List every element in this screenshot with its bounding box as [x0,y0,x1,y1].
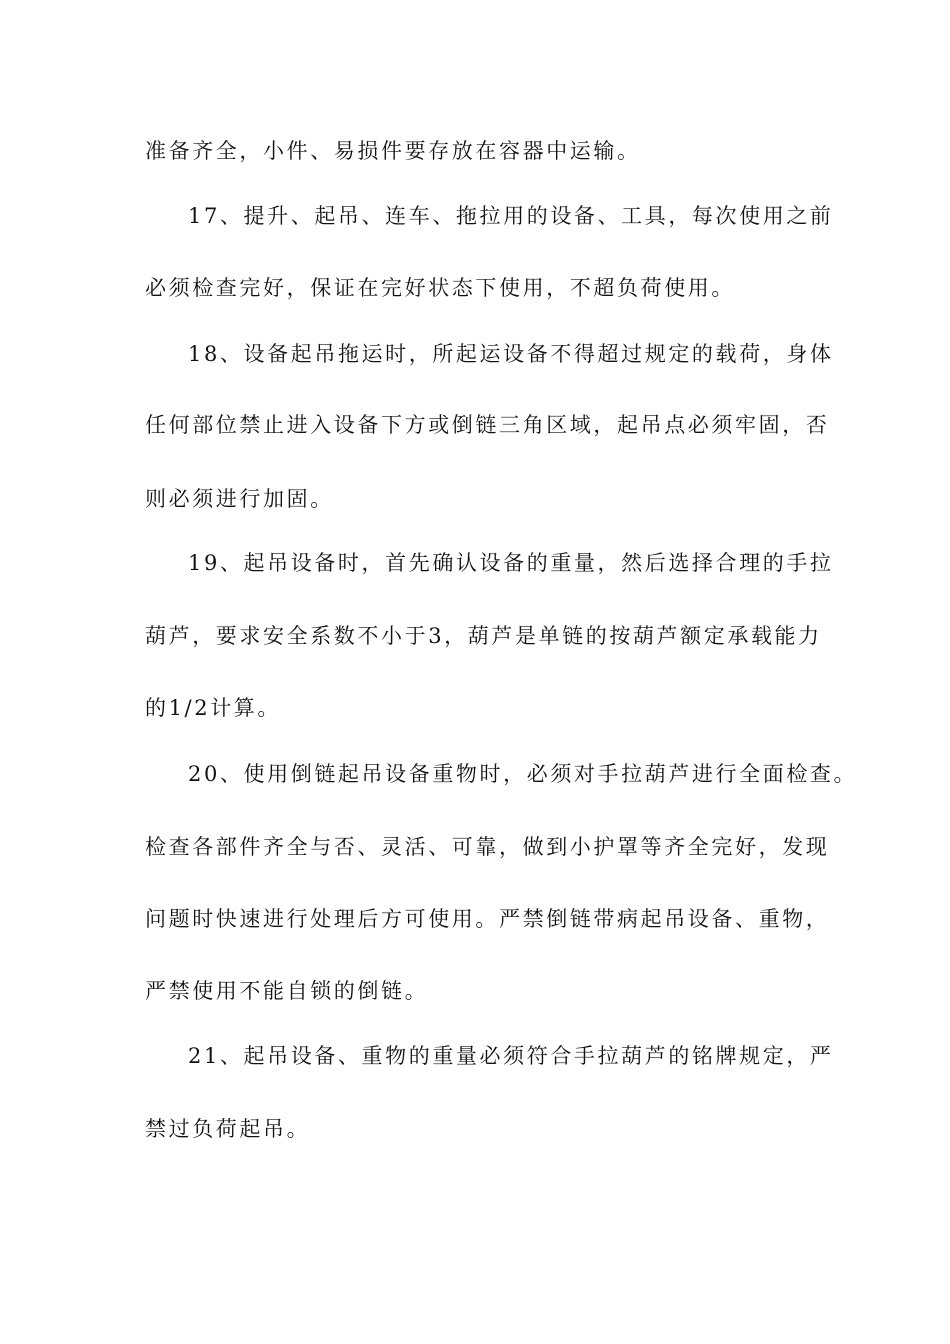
text-line: 葫芦，要求安全系数不小于3，葫芦是单链的按葫芦额定承载能力 [145,624,822,648]
text-line: 必须检查完好，保证在完好状态下使用，不超负荷使用。 [145,276,735,300]
text-line: 则必须进行加固。 [145,487,334,511]
text-line: 严禁使用不能自锁的倒链。 [145,979,429,1003]
item-21-heading-line: 21、起吊设备、重物的重量必须符合手拉葫芦的铭牌规定，严 [188,1044,834,1068]
item-19-heading-line: 19、起吊设备时，首先确认设备的重量，然后选择合理的手拉 [188,551,834,575]
item-20-heading-line: 20、使用倒链起吊设备重物时，必须对手拉葫芦进行全面检查。 [188,762,858,786]
text-line: 检查各部件齐全与否、灵活、可靠，做到小护罩等齐全完好，发现 [145,835,830,859]
text-line: 问题时快速进行处理后方可使用。严禁倒链带病起吊设备、重物， [145,907,830,931]
item-17-heading-line: 17、提升、起吊、连车、拖拉用的设备、工具，每次使用之前 [188,204,834,228]
text-line: 的1/2计算。 [145,696,281,720]
text-line: 准备齐全，小件、易损件要存放在容器中运输。 [145,139,641,163]
item-18-heading-line: 18、设备起吊拖运时，所起运设备不得超过规定的载荷，身体 [188,342,834,366]
text-line: 任何部位禁止进入设备下方或倒链三角区域，起吊点必须牢固，否 [145,413,830,437]
text-line: 禁过负荷起吊。 [145,1117,311,1141]
